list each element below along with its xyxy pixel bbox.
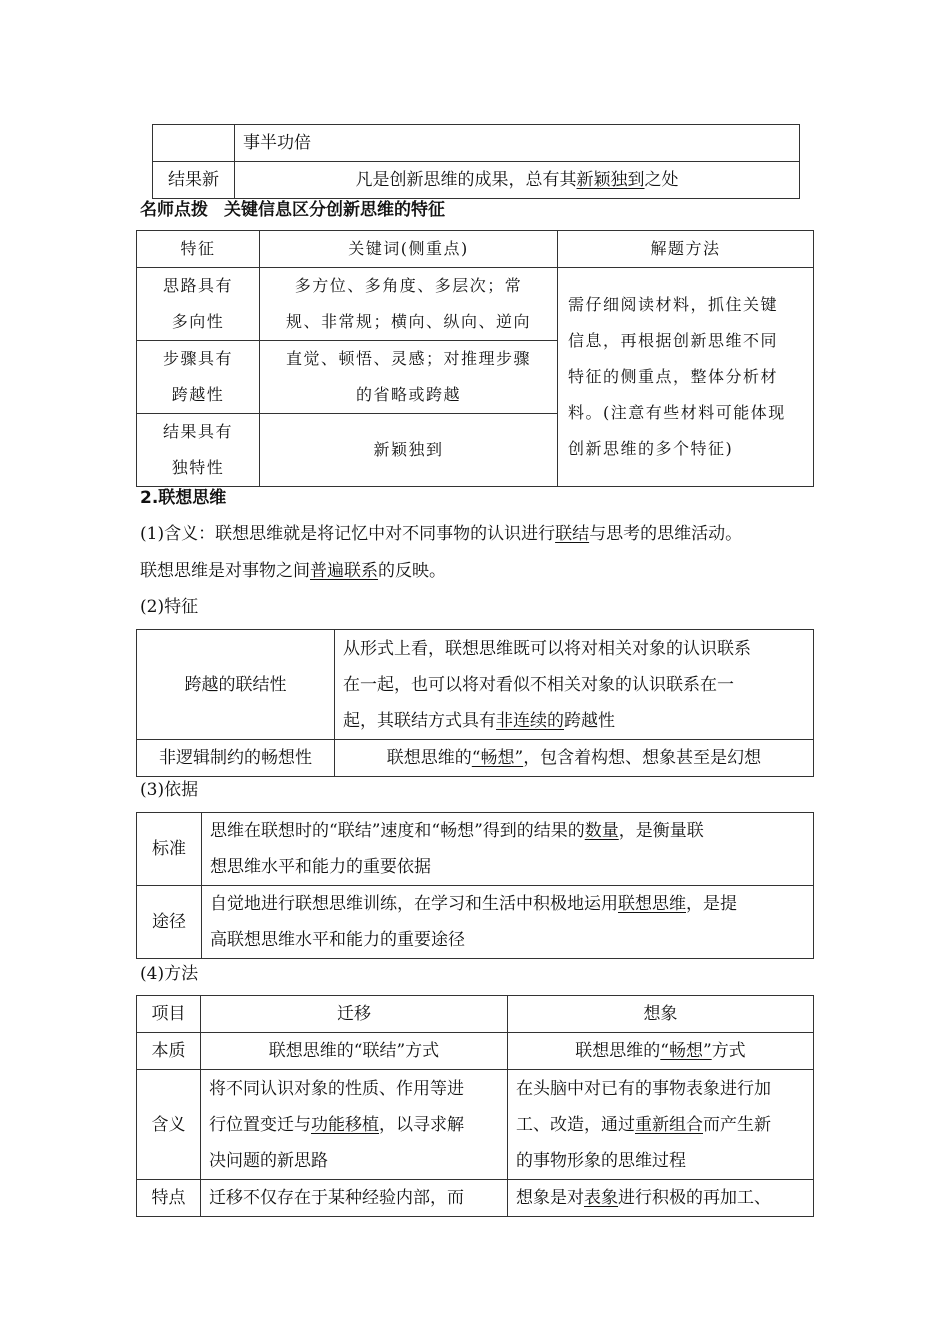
text-line <box>516 1107 805 1143</box>
text: 规、非常规；横向、纵向、逆向 <box>285 312 531 331</box>
subheading-basis: (3)依据 <box>140 780 199 800</box>
text: 联想思维的 <box>386 748 472 768</box>
text: 结果具有 <box>162 422 233 441</box>
text: ，是提 <box>686 894 737 914</box>
method-cell <box>558 268 814 487</box>
text: 而产生新 <box>703 1114 771 1135</box>
text: 将不同认识对象的性质、作用等进 <box>209 1078 464 1099</box>
definition-line-2 <box>140 553 446 589</box>
header-cell: 想象 <box>508 996 814 1033</box>
underlined-text: “畅想” <box>660 1041 712 1061</box>
header-cell: 解题方法 <box>558 231 814 268</box>
text: 进行积极的再加工、 <box>618 1188 771 1208</box>
underlined-text: 数量 <box>584 821 619 841</box>
table-cell <box>202 813 814 886</box>
underlined-text: 普遍联系 <box>310 561 378 581</box>
text: 的省略或跨越 <box>355 385 461 404</box>
table-cell: 途径 <box>137 886 202 959</box>
text-line <box>343 703 805 739</box>
text: 方式 <box>711 1041 746 1061</box>
table-cell <box>335 740 814 777</box>
text: 从形式上看，联想思维既可以将对相关对象的认识联系 <box>343 638 751 659</box>
underlined-text: 重新组合 <box>635 1114 703 1135</box>
text: 多向性 <box>171 312 225 331</box>
text: (1)含义：联想思维就是将记忆中对不同事物的认识进行 <box>140 524 556 544</box>
text: 思路具有 <box>162 276 233 295</box>
underlined-text: 新颖独到 <box>576 170 645 190</box>
table-cell: 非逻辑制约的畅想性 <box>137 740 335 777</box>
underlined-text: 联结 <box>555 524 590 544</box>
tip-title: 名师点拨 <box>140 200 208 220</box>
table-cell <box>508 1180 814 1217</box>
header-cell: 迁移 <box>201 996 508 1033</box>
text: 想思维水平和能力的重要依据 <box>210 857 431 877</box>
text: 在一起，也可以将对看似不相关对象的认识联系在一 <box>343 674 734 695</box>
text: 新颖独到 <box>373 440 444 459</box>
section-title: 2.联想思维 <box>140 488 227 508</box>
text: 步骤具有 <box>162 349 233 368</box>
table-cell <box>137 268 260 341</box>
underlined-text: 联想思维 <box>618 894 686 914</box>
table-cell: 迁移不仅存在于某种经验内部，而 <box>201 1180 508 1217</box>
text: 工、改造，通过 <box>516 1114 635 1135</box>
text: 与思考的思维活动。 <box>589 524 743 544</box>
table-cell <box>235 162 800 199</box>
text: 直觉、顿悟、灵感；对推理步骤 <box>285 349 531 368</box>
table-cell <box>137 414 260 487</box>
text: ，包含着构想、想象甚至是幻想 <box>523 748 762 768</box>
text: 自觉地进行联想思维训练，在学习和生活中积极地运用 <box>210 894 618 914</box>
text: 跨越性 <box>564 710 615 731</box>
text: 在头脑中对已有的事物表象进行加 <box>516 1078 771 1099</box>
text: 想象是对 <box>516 1188 584 1208</box>
text: 的事物形象的思维过程 <box>516 1150 686 1171</box>
table-cell: 事半功倍 <box>235 125 800 162</box>
text: 起，其联结方式具有 <box>343 710 496 731</box>
header-cell: 项目 <box>137 996 201 1033</box>
underlined-text: 表象 <box>584 1188 618 1208</box>
subheading-method: (4)方法 <box>140 964 199 984</box>
tip-heading <box>140 197 445 223</box>
underlined-text: 非连续的 <box>496 710 564 731</box>
text: 的反映。 <box>378 561 446 581</box>
text: 独特性 <box>171 458 225 477</box>
table-cell <box>202 886 814 959</box>
text: 信息，再根据创新思维不同 <box>568 331 779 350</box>
text-line <box>209 1107 499 1143</box>
text: 思维在联想时的“联结”速度和“畅想”得到的结果的 <box>210 821 585 841</box>
text: 联想思维是对事物之间 <box>140 561 310 581</box>
text: 多方位、多角度、多层次；常 <box>294 276 523 295</box>
text: 凡是创新思维的成果，总有其 <box>355 170 577 190</box>
header-cell: 特征 <box>137 231 260 268</box>
table-cell: 标准 <box>137 813 202 886</box>
underlined-text: “畅想” <box>471 748 524 768</box>
text: 之处 <box>644 170 679 190</box>
text: 跨越性 <box>171 385 225 404</box>
table-cell <box>508 1033 814 1070</box>
text: 决问题的新思路 <box>209 1150 328 1171</box>
text: ，是衡量联 <box>618 821 704 841</box>
definition-line-1 <box>140 516 830 552</box>
text: 料。(注意有些材料可能体现 <box>568 403 786 422</box>
text: 创新思维的多个特征) <box>568 439 734 458</box>
table-cell: 联想思维的“联结”方式 <box>201 1033 508 1070</box>
table-cell: 特点 <box>137 1180 201 1217</box>
text: 特征的侧重点，整体分析材 <box>568 367 779 386</box>
text-line <box>210 813 805 849</box>
header-cell: 关键词(侧重点) <box>260 231 558 268</box>
table-cell: 结果新 <box>153 162 235 199</box>
tip-subtitle: 关键信息区分创新思维的特征 <box>224 200 445 220</box>
table-cell <box>260 268 558 341</box>
text-line <box>210 886 805 922</box>
table-cell: 本质 <box>137 1033 201 1070</box>
basis-table <box>136 812 814 959</box>
table-cell <box>335 630 814 740</box>
table-cell <box>153 125 235 162</box>
table-cell <box>137 341 260 414</box>
method-table <box>136 995 814 1217</box>
characteristics-table <box>136 629 814 777</box>
text: 行位置变迁与 <box>209 1114 311 1135</box>
table-cell: 跨越的联结性 <box>137 630 335 740</box>
table-cell: 含义 <box>137 1070 201 1180</box>
text: ，以寻求解 <box>379 1114 464 1135</box>
text: 需仔细阅读材料，抓住关键 <box>568 295 779 314</box>
table-cell <box>260 341 558 414</box>
table-cell <box>201 1070 508 1180</box>
feature-table <box>136 230 814 487</box>
text: 联想思维的 <box>575 1041 661 1061</box>
subheading-features: (2)特征 <box>140 597 199 617</box>
table-cell <box>508 1070 814 1180</box>
text: 高联想思维水平和能力的重要途径 <box>210 930 465 950</box>
table-cell <box>260 414 558 487</box>
intro-table <box>152 124 800 199</box>
underlined-text: 功能移植 <box>311 1114 379 1135</box>
